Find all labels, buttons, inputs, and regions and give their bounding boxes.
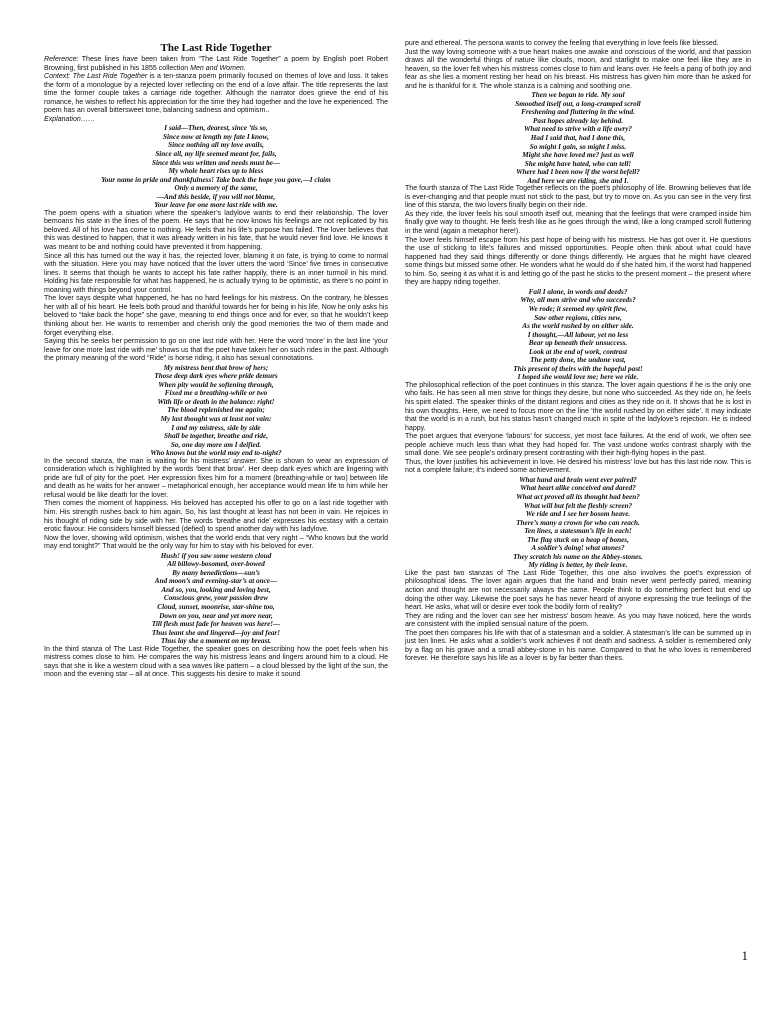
- context-paragraph: [44, 73, 388, 116]
- verse-line: When pity would be softening through,: [158, 380, 274, 389]
- verse-line: She might have hated, who can tell!: [524, 159, 632, 168]
- reference-text: These lines have been taken from “The Last Ride Together” a poem by English poet Robert Browning, first published in his 1855 collection: [44, 56, 388, 72]
- stanza-6: [405, 476, 751, 570]
- verse-line: A soldier’s doing! what atones?: [531, 544, 625, 553]
- body-paragraph: The poet then compares his life with that of a statesman and a soldier. A statesman’s life can be summed up in just ten lines. He asks what a soldier’s work achieves if not death and sadness. A soldier is remembered only by a flag on his grave and a small abbey-stone in his name. Compared to that he who loves is remembered forever. He therefore says his life as a lover is by far better than theirs.: [405, 629, 751, 663]
- verse-line: Freshening and fluttering in the wind.: [521, 108, 635, 117]
- verse-line: Thus lay she a moment on my breast.: [160, 637, 272, 646]
- stanza-5: [405, 288, 751, 382]
- verse-line: This present of theirs with the hopeful past!: [513, 364, 643, 373]
- document-title: The Last Ride Together: [160, 42, 272, 54]
- verse-line: Had I said that, had I done this,: [530, 134, 626, 143]
- body-paragraph: The poet argues that everyone ‘labours’ for success, yet most face failures. At the end of work, we often see people achieve much less than what they had hoped for. The vast undone works contrast sharply with the small done. We see people’s ordinary present contrasting with their high-flying hopes in the past.: [405, 433, 751, 458]
- verse-line: Conscious grew, your passion drew: [163, 594, 269, 603]
- context-label: Context:: [44, 73, 71, 81]
- verse-line: What need to strive with a life awry?: [523, 125, 632, 134]
- reference-work: Men and Women.: [190, 64, 246, 72]
- verse-line: Thus leant she and lingered—joy and fear!: [151, 628, 281, 637]
- stanza-4: [405, 91, 751, 185]
- body-paragraph: pure and ethereal. The persona wants to convey the feeling that everything in love feels like blessed.: [405, 40, 719, 47]
- verse-line: My riding is better, by their leave.: [528, 561, 628, 570]
- verse-line: Your leave for one more last ride with me.: [154, 201, 278, 210]
- verse-line: And here we are riding, she and I.: [527, 176, 629, 185]
- body-paragraph: The lover says despite what happened, he has no hard feelings for his mistress. On the contrary, he blesses her with all of his heart. He feels both proud and thankful towards her for being in his life. Now he only asks his beloved to “take back the hope” she gave, meaning to end things once and for ever, so that he wouldn’t keep thinking about her. He wants to remember and cherish only the good memories the two of them made and forget everything else.: [44, 295, 388, 337]
- verse-line: We ride and I see her bosom heave.: [525, 510, 631, 519]
- body-paragraph: The lover feels himself escape from his past hope of being with his mistress. He has got over it. He questions the use of sticking to life’s failures and missed opportunities. People often think about what could have happened had they said things differently or done things differently. He argues that he might have cleared some things but missed some other. He wonders what he would do if she hated him, if the worst had happened to him. So, seeing it as what it is and letting go of the past he sticks to the present moment – the present where they are happy riding together.: [405, 236, 751, 287]
- verse-line: The blood replenished me again;: [167, 406, 265, 415]
- body-paragraph: Then comes the moment of happiness. His beloved has accepted his offer to go on a last ride together with him. His strength rushes back to him again. So, his last thought at least has not been in vain. He rejoices in his thought of riding side by side with her. The words ‘breathe and ride’ expresses his ecstasy with a certain erotic flavour. He considers himself blessed (defied) to spend another day with his ladylove.: [44, 500, 388, 534]
- right-column: [405, 40, 751, 664]
- body-paragraph: Thus, the lover justifies his achievement in love. He desired his mistress’ love but has this last ride now. This is not a complete failure; it’s indeed some achievement.: [405, 458, 751, 475]
- verse-line: With life or death in the balance: right!: [157, 397, 275, 406]
- stanza-3: [44, 552, 388, 646]
- verse-line: My whole heart rises up to bless: [168, 167, 264, 176]
- verse-line: —And this beside, if you will not blame,: [156, 192, 276, 201]
- verse-line: And so, you, looking and loving best,: [161, 585, 271, 594]
- verse-line: Where had I been now if the worst befell?: [516, 168, 640, 177]
- verse-line: Since now at length my fate I know,: [163, 132, 269, 141]
- verse-line: As the world rushed by on either side.: [522, 322, 634, 331]
- verse-line: Saw other regions, cities new,: [534, 313, 622, 322]
- verse-line: Cloud, sunset, moonrise, star-shine too,: [157, 603, 275, 611]
- body-paragraph: Like the past two stanzas of The Last Ride Together, this one also involves the poet’s expression of philosophical ideas. The lover again argues that the hand and brain never went perfectly paired, meaning action and thought are not necessarily always the same. People think to do something perfect but end up doing the other way. Likewise the poet says he has never heard of anyone expressing the true feelings of the heart. He asks, what will or desire ever took the bodily form of reality?: [405, 569, 751, 612]
- verse-line: Past hopes already lay behind.: [532, 116, 624, 125]
- verse-line: Smoothed itself out, a long-cramped scroll: [515, 99, 641, 108]
- verse-line: Shall be together, breathe and ride,: [163, 432, 269, 441]
- body-paragraph: Now the lover, showing wild optimism, wishes that the world ends that very night – “Who knows but the world may end tonight?” That would be the only way for him to stay with his beloved for ever.: [44, 534, 388, 551]
- verse-line: What act proved all its thought had been?: [516, 492, 640, 501]
- verse-line: Your name in pride and thankfulness! Take back the hope you gave,—I claim: [101, 175, 331, 184]
- verse-line: I and my mistress, side by side: [171, 423, 261, 432]
- body-paragraph: They are riding and the lover can see her mistress’ bosom heave. As you may have noticed, here the words are consistent with the implied sensual nature of the poem.: [405, 612, 751, 629]
- verse-line: I said—Then, dearest, since ’tis so,: [164, 124, 268, 133]
- verse-line: Hush! if you saw some western cloud: [160, 551, 272, 560]
- verse-line: My mistress bent that brow of hers;: [163, 363, 269, 372]
- left-column: [44, 42, 388, 680]
- verse-line: What hand and brain went ever paired?: [519, 475, 637, 484]
- verse-line: Only a memory of the same,: [174, 184, 258, 193]
- verse-line: The petty done, the undone vast,: [530, 356, 626, 365]
- reference-paragraph: [44, 56, 388, 73]
- body-paragraph: Saying this he seeks her permission to go on one last ride with her. Here the word ‘more’ in the last line ‘your leave for one more last ride with me’ shows us that the poet have taken her on such rides in the past. Although the primary meaning of the word “Ride” is horse riding, it also has sexual connotations.: [44, 338, 388, 363]
- verse-line: All billowy-bosomed, over-bowed: [167, 560, 265, 569]
- verse-line: Bear up beneath their unsuccess.: [528, 339, 628, 348]
- body-paragraph: In the second stanza, the man is waiting for his mistress’ answer. She is shown to wear an expression of consideration which is highlighted by the words ‘bent that brow’. Her deep dark eyes which are lingering with pride are full of pity for the poet. Her expression fixes him for a moment (breathing-while or two) between life and death as he waits for her answer – metaphorical enough, her acceptance would mean life to him while her refusal would be like death for the lover.: [44, 457, 388, 499]
- verse-line: My last thought was at least not vain:: [160, 414, 272, 423]
- verse-line: We rode; it seemed my spirit flew,: [528, 304, 628, 313]
- stanza-2: [44, 364, 388, 458]
- verse-line: There’s many a crown for who can reach.: [516, 518, 640, 527]
- verse-line: So, one day more am I deified.: [170, 440, 262, 449]
- verse-line: What will but felt the fleshly screen?: [523, 501, 633, 510]
- body-paragraph: In the third stanza of The Last Ride Together, the speaker goes on describing how the poet feels when his mistress comes close to him. He compares the way his mistress leans and lingers around him to a cloud. He says that she is like a western cloud with a sea waves like pattern – a cloud blessed by the light of the sun, the moon and the evening star – all at once. This suggests his desire to make it sound: [44, 645, 388, 679]
- verse-line: Might she have loved me? just as well: [522, 151, 634, 160]
- context-title: The Last Ride Together: [70, 73, 148, 81]
- body-paragraph: The philosophical reflection of the poet continues in this stanza. The lover again questions if he is the only one who fails. He has seen all men strive for things they desire, but none who succeeded. As they ride on, he feels his spirit elated. The speaker thinks of the distant regions and cities as they ride on it. It shows that he is lost in his own thoughts. Here, we need to focus more on the line ‘the world rushed by on either side’. It may indicate that the world is in a rush, but his status hasn’t changed much in spite of the ladylove’s rejection. He is indeed happy.: [405, 381, 751, 432]
- verse-line: Since nothing all my love avails,: [168, 141, 264, 150]
- verse-line: Fixed me a breathing-while or two: [164, 389, 268, 398]
- stanza-1: [44, 124, 388, 209]
- verse-line: Down on you, near and yet more near,: [159, 611, 273, 620]
- reference-label: Reference:: [44, 56, 79, 63]
- body-paragraph: The fourth stanza of The Last Ride Together reflects on the poet’s philosophy of life. Browning believes that life is ever-changing and that people must not stick to the past, but try to move on. As you can see in the very first line of this stanza, the two lovers finally begin on their ride.: [405, 185, 751, 210]
- verse-line: I hoped she would love me; here we ride.: [517, 373, 639, 382]
- verse-line: Since all, my life seemed meant for, fails,: [155, 150, 277, 159]
- verse-line: Look at the end of work, contrast: [528, 347, 628, 356]
- verse-line: Why, all men strive and who succeeds?: [520, 296, 636, 305]
- body-paragraph: As they ride, the lover feels his soul smooth itself out, meaning that the feelings that were cramped inside him finally give way to thought. He feels fresh like as he goes through the wind, like a long cramped scroll fluttering in the wind (again a metaphor here!).: [405, 210, 751, 236]
- body-paragraph: Just the way loving someone with a true heart makes one awake and conscious of the world, and that passion draws all the wonderful things of nature like clouds, moon, and starlight to make one feel like they are in heaven, so the lover felt when his mistress comes close to him and leans over. He feels a pang of both joy and fear as she lies a moment resting her head on his breast. His mistress has given him more than he asked for and he is thankful for it. The whole stanza is a calming and soothing one.: [405, 48, 751, 90]
- verse-line: Since this was written and needs must be—: [152, 158, 280, 167]
- verse-line: Ten lines, a statesman’s life in each!: [524, 527, 632, 536]
- verse-line: The flag stuck on a heap of bones,: [527, 535, 629, 544]
- explanation-label: Explanation……: [44, 115, 95, 123]
- verse-line: So might I gain, so might I miss.: [529, 142, 627, 151]
- body-paragraph: The poem opens with a situation where the speaker’s ladylove wants to end their relationship. The lover bemoans his state in the lines of the poem. He says that he now knows his feelings are not replicated by his beloved. All of his love has come to nothing. He feels that his life’s purpose has failed. The lover believes that this was destined to happen, that it was already written in his fate, that he would never find love. He knows it was meant to be and nothing could have prevented it from happening.: [44, 209, 388, 252]
- verse-line: Till flesh must fade for heaven was here!—: [151, 620, 281, 629]
- verse-line: I thought,—All labour, yet no less: [527, 330, 629, 339]
- context-text: is a ten-stanza poem primarily focused on themes of love and loss. It takes the form of a monologue by a rejected lover reflecting on the end of a love affair. The title represents the last time the former couple takes a carriage ride together. Although the narrator does grieve the end of his romance, he wishes to reflect his appreciation for the time they had together and the love he experienced. The poem has an overall bittersweet tone, balancing sadness and optimism..: [44, 73, 388, 115]
- body-paragraph: Since all this has turned out the way it has, the rejected lover, blaming it on fate, is trying to come to normal with the situation. Here you may have noticed that the lover utters the word ‘Since’ five times in consecutive lines. It seems that though he wants to accept his fate rather happily, there is an inner turmoil in his mind. Holding his fate responsible for what has happened, he is actually trying to be optimistic, as there’s no point in moaning with things beyond your control.: [44, 252, 388, 294]
- page-number: 1: [741, 948, 748, 963]
- verse-line: Who knows but the world may end to-night?: [150, 449, 282, 458]
- verse-line: Then we began to ride. My soul: [531, 91, 625, 100]
- verse-line: Fail I alone, in words and deeds?: [528, 287, 628, 296]
- verse-line: By many benedictions—sun’s: [172, 568, 260, 577]
- verse-line: And moon’s and evening-star’s at once—: [154, 577, 278, 586]
- verse-line: What heart alike conceived and dared?: [520, 484, 636, 493]
- verse-line: They scratch his name on the Abbey-stones.: [513, 552, 643, 561]
- verse-line: Those deep dark eyes where pride demurs: [154, 372, 278, 381]
